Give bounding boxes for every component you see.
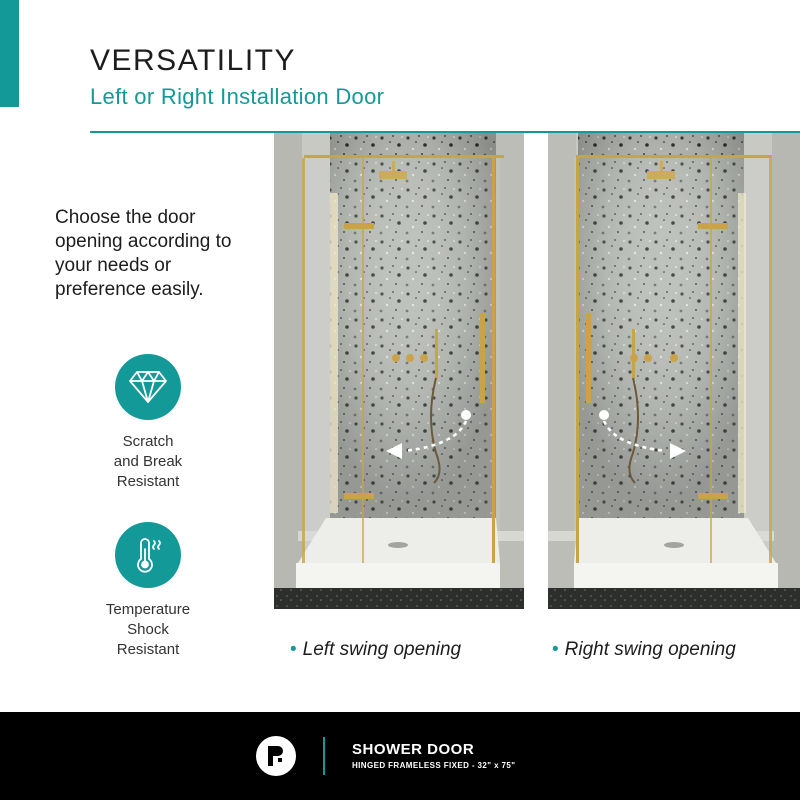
intro-text: Choose the door opening according to your needs or preference easily. — [55, 207, 232, 300]
feature-scratch-resistant — [88, 354, 208, 492]
footer-divider — [323, 737, 325, 775]
feature-temperature-resistant — [88, 522, 208, 660]
feature-label-line: Resistant — [116, 473, 180, 490]
left-swing-shower-photo — [274, 133, 524, 609]
brand-logo-icon — [256, 736, 296, 776]
caption-right-text: Right swing opening — [564, 639, 736, 660]
caption-left-swing — [290, 639, 461, 661]
footer-subtitle: HINGED FRAMELESS FIXED - 32" x 75" — [352, 761, 516, 770]
feature-label-line: Scratch — [122, 433, 174, 450]
caption-right-swing — [552, 639, 736, 661]
thermometer-icon — [115, 522, 181, 588]
right-swing-shower-photo — [548, 133, 800, 609]
page-title: VERSATILITY — [90, 44, 296, 77]
feature-label-line: Shock — [127, 621, 169, 638]
feature-label-line: Temperature — [105, 601, 191, 618]
caption-left-text: Left swing opening — [302, 639, 462, 660]
diamond-icon — [115, 354, 181, 420]
footer-title: SHOWER DOOR — [352, 741, 475, 758]
footer-banner — [0, 712, 800, 800]
feature-label-line: Resistant — [116, 641, 180, 658]
bullet: • — [552, 639, 559, 660]
page-subtitle: Left or Right Installation Door — [90, 84, 385, 109]
accent-bar — [0, 0, 19, 107]
feature-label-line: and Break — [113, 453, 183, 470]
bullet: • — [290, 639, 297, 660]
